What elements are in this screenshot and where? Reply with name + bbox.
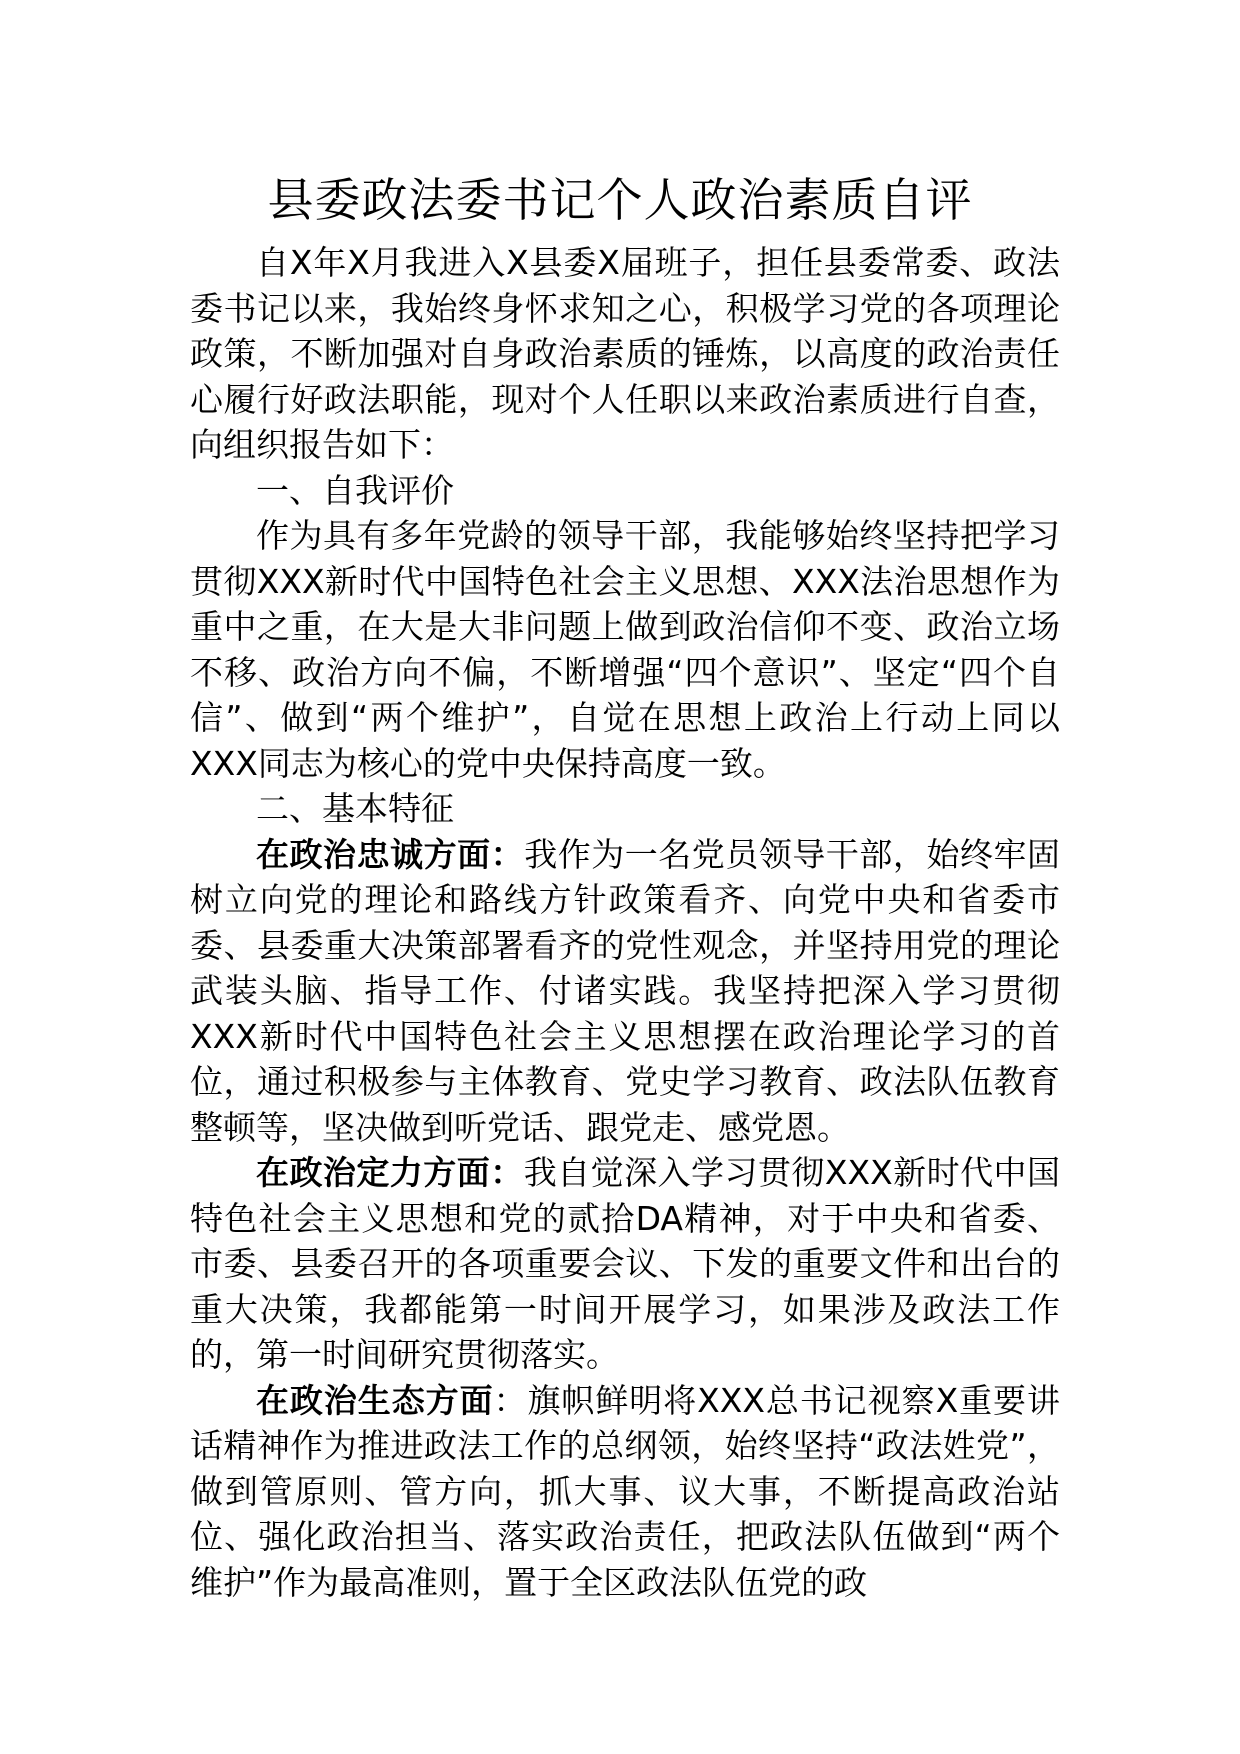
political-stability-text: 我自觉深入学习贯彻XXX新时代中国特色社会主义思想和党的贰拾DA精神，对于中央和省委、市委、县委召开的各项重要会议、下发的重要文件和出台的重大决策，我都能第一时间开展学习，如果涉及政法工作的，第一时间研究贯彻落实。 bbox=[190, 1153, 1060, 1374]
self-evaluation-paragraph: 作为具有多年党龄的领导干部，我能够始终坚持把学习贯彻XXX新时代中国特色社会主义思想、XXX法治思想作为重中之重，在大是大非问题上做到政治信仰不变、政治立场不移、政治方向不偏，不断增强“四个意识”、坚定“四个自信”、做到“两个维护”，自觉在思想上政治上行动上同以XXX同志为核心的党中央保持高度一致。 bbox=[190, 516, 1060, 783]
document-body bbox=[190, 240, 1060, 1605]
section-heading-basic-features: 二、基本特征 bbox=[256, 789, 454, 828]
political-loyalty-paragraph bbox=[190, 832, 1060, 1151]
section-heading-self-evaluation: 一、自我评价 bbox=[256, 470, 454, 510]
political-ecology-text: ：旗帜鲜明将XXX总书记视察X重要讲话精神作为推进政法工作的总纲领，始终坚持“政法姓党”，做到管原则、管方向，抓大事、议大事，不断提高政治站位、强化政治担当、落实政治责任，把政法队伍做到“两个维护”作为最高准则，置于全区政法队伍党的政 bbox=[190, 1380, 1060, 1602]
political-stability-paragraph bbox=[190, 1150, 1060, 1378]
political-loyalty-lead: 在政治忠诚方面： bbox=[256, 834, 525, 874]
intro-paragraph: 自X年X月我进入X县委X届班子，担任县委常委、政法委书记以来，我始终身怀求知之心，积极学习党的各项理论政策，不断加强对自身政治素质的锤炼，以高度的政治责任心履行好政法职能，现对个人任职以来政治素质进行自查，向组织报告如下： bbox=[190, 243, 1060, 464]
document-title: 县委政法委书记个人政治素质自评 bbox=[267, 173, 973, 227]
political-loyalty-text: 我作为一名党员领导干部，始终牢固树立向党的理论和路线方针政策看齐、向党中央和省委市委、县委重大决策部署看齐的党性观念，并坚持用党的理论武装头脑、指导工作、付诸实践。我坚持把深入学习贯彻XXX新时代中国特色社会主义思想摆在政治理论学习的首位，通过积极参与主体教育、党史学习教育、政法队伍教育整顿等，坚决做到听党话、跟党走、感党恩。 bbox=[190, 834, 1061, 1147]
political-ecology-paragraph bbox=[190, 1378, 1060, 1606]
political-stability-lead: 在政治定力方面： bbox=[256, 1153, 524, 1192]
political-ecology-lead: 在政治生态方面 bbox=[256, 1380, 494, 1420]
